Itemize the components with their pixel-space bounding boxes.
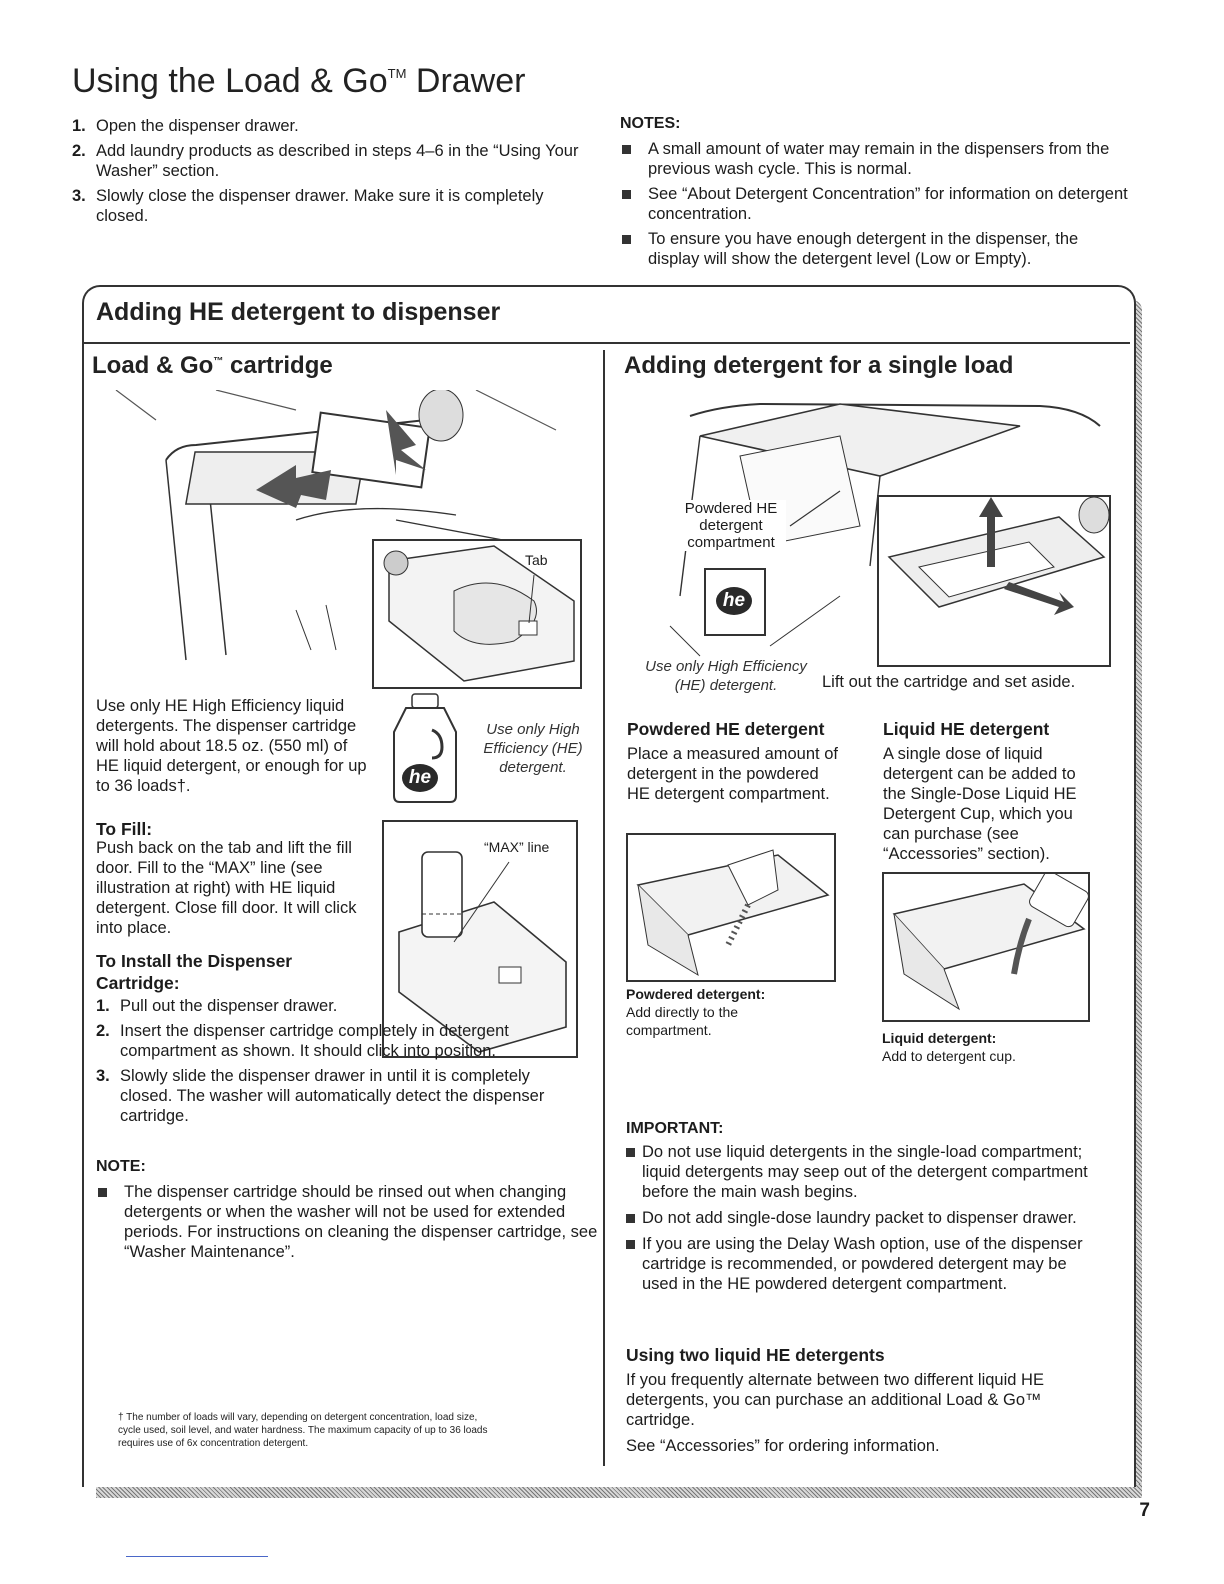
important-heading: IMPORTANT: (626, 1120, 724, 1137)
max-line-label: “MAX” line (484, 839, 550, 855)
liquid-figure-text: Add to detergent cup. (882, 1048, 1016, 1064)
he-logo-icon: he (402, 764, 438, 792)
important-item: Do not add single-dose laundry packet to dispenser drawer. (622, 1208, 1092, 1228)
to-fill-text: Push back on the tab and lift the fill door. Fill to the “MAX” line (see illustration at right) with HE liquid detergent. Close fill door. It will click into place. (96, 839, 357, 937)
note-item: The dispenser cartridge should be rinsed out when changing detergents or when the washer will not be used for extended periods. For instructions on cleaning the dispenser cartridge, see “Washer Maintenance”. (96, 1182, 604, 1262)
footer-rule (126, 1556, 268, 1557)
bullet-square-icon (626, 1148, 635, 1157)
bullet-square-icon (622, 235, 631, 244)
liquid-figure (882, 872, 1090, 1022)
powdered-heading: Powdered HE detergent (627, 719, 825, 739)
page-title: Using the Load & Go™ Drawer (72, 62, 526, 100)
powdered-compartment-label: Powdered HE detergent compartment (676, 500, 786, 551)
intro-step: 3. Slowly close the dispenser drawer. Make sure it is completely closed. (72, 187, 544, 225)
cartridge-tab-illustration (374, 541, 580, 687)
page-number: 7 (1139, 1500, 1150, 1521)
powder-figure-text: Add directly to the compartment. (626, 1004, 739, 1038)
bottle-caption: Use only High Efficiency (HE) detergent. (483, 721, 583, 776)
notes-block (620, 114, 1130, 274)
he-box-icon (704, 568, 766, 636)
panel-title: Adding HE detergent to dispenser (96, 298, 501, 326)
install-heading: To Install the Dispenser Cartridge: (96, 951, 293, 993)
lift-cartridge-illustration (879, 497, 1109, 665)
install-steps (96, 996, 566, 1131)
two-liquid-text: If you frequently alternate between two different liquid HE detergents, you can purchase an additional Load & Go™ cartridge. (626, 1371, 1044, 1429)
install-step: 3. Slowly slide the dispenser drawer in until it is completely closed. The washer will automatically detect the dispenser cartridge. (96, 1067, 545, 1125)
to-fill-heading: To Fill: (96, 819, 153, 839)
cartridge-intro-text: Use only HE High Efficiency liquid detergents. The dispenser cartridge will hold about 18.5 oz. (550 ml) of HE liquid detergent, or enough for up to 36 loads†. (96, 697, 367, 795)
liquid-pour-illustration (884, 874, 1088, 1020)
note-item: To ensure you have enough detergent in the dispenser, the display will show the detergent level (Low or Empty). (620, 229, 1130, 269)
intro-steps (72, 116, 592, 231)
tab-label: Tab (525, 552, 548, 568)
liquid-figure-heading: Liquid detergent: (882, 1030, 997, 1046)
single-load-section-title: Adding detergent for a single load (624, 352, 1014, 379)
bullet-square-icon (622, 190, 631, 199)
install-step: 1. Pull out the dispenser drawer. (96, 997, 338, 1015)
bullet-square-icon (626, 1214, 635, 1223)
install-step: 2. Insert the dispenser cartridge completely in detergent compartment as shown. It should click into position. (96, 1022, 509, 1060)
bullet-square-icon (626, 1240, 635, 1249)
cartridge-section-title: Load & Go™ cartridge (92, 352, 333, 379)
important-item: If you are using the Delay Wash option, use of the dispenser cartridge is recommended, or powdered detergent may be used in the HE powdered detergent compartment. (622, 1234, 1092, 1294)
lift-caption: Lift out the cartridge and set aside. (822, 673, 1076, 691)
bullet-square-icon (622, 145, 631, 154)
liquid-text: A single dose of liquid detergent can be added to the Single-Dose Liquid HE Detergent Cup, which you can purchase (see “Accessories” section). (883, 745, 1077, 863)
liquid-heading: Liquid HE detergent (883, 719, 1050, 739)
note-item: A small amount of water may remain in the dispensers from the previous wash cycle. This is normal. (620, 139, 1130, 179)
notes-heading: NOTES: (620, 115, 681, 132)
two-liquid-heading: Using two liquid HE detergents (626, 1345, 885, 1365)
powdered-text: Place a measured amount of detergent in the powdered HE detergent compartment. (627, 745, 838, 803)
powder-pour-illustration (628, 835, 834, 980)
powder-figure-heading: Powdered detergent: (626, 986, 766, 1002)
note-item: See “About Detergent Concentration” for information on detergent concentration. (620, 184, 1130, 224)
lift-cartridge-inset (877, 495, 1111, 667)
he-caption: Use only High Efficiency (HE) detergent. (645, 658, 807, 694)
bullet-square-icon (98, 1188, 107, 1197)
intro-step: 2. Add laundry products as described in steps 4–6 in the “Using Your Washer” section. (72, 142, 579, 180)
tab-detail-inset (372, 539, 582, 689)
accessories-text: See “Accessories” for ordering information. (626, 1437, 940, 1455)
column-divider (603, 350, 605, 1466)
important-item: Do not use liquid detergents in the single-load compartment; liquid detergents may seep out of the detergent compartment before the main wash begins. (622, 1142, 1092, 1202)
footnote: † The number of loads will vary, depending on detergent concentration, load size, cycle used, soil level, and water hardness. The maximum capacity of up to 36 loads requires use of 6x concentration detergent. (118, 1412, 488, 1449)
note-heading: NOTE: (96, 1158, 146, 1175)
important-list (622, 1142, 1092, 1300)
intro-step: 1. Open the dispenser drawer. (72, 117, 299, 135)
he-logo-icon: he (716, 587, 752, 615)
powder-figure (626, 833, 836, 982)
